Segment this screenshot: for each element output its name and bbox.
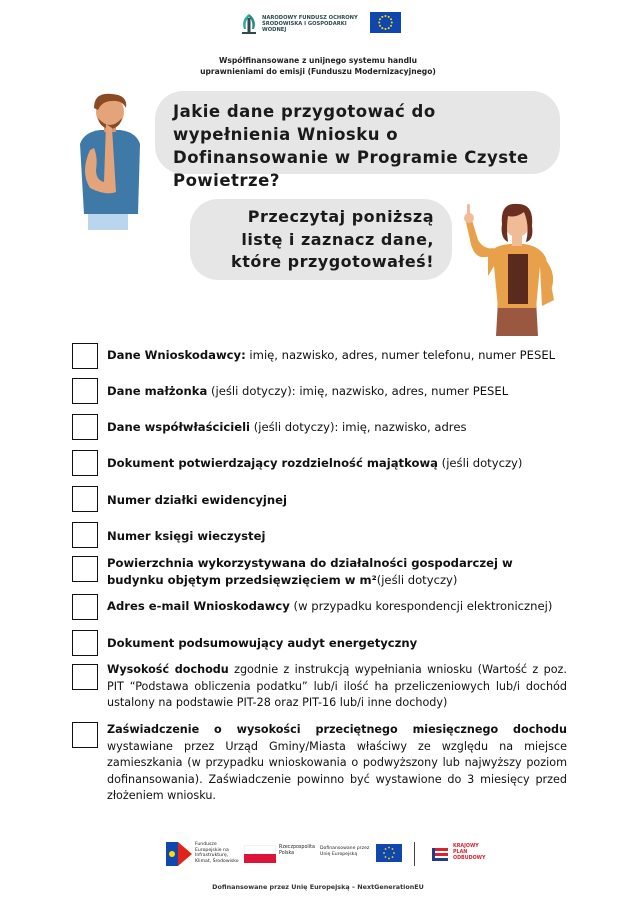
checklist-item-text bbox=[107, 722, 567, 805]
item-detail: imię, nazwisko, adres, numer telefonu, numer PESEL bbox=[245, 348, 556, 362]
item-detail: zgodnie z instrukcją wypełniania wniosku (Wartość z poz. PIT “Podstawa obliczenia podatku” lub/i ilość ha przeliczeniowych lub/i dochód ustalony na podstawie PIT-28 oraz PIT-16 lub/i inne dochody) bbox=[107, 663, 567, 709]
checkbox[interactable] bbox=[72, 450, 98, 476]
checkbox[interactable] bbox=[72, 664, 98, 690]
item-detail: (jeśli dotyczy) bbox=[438, 456, 523, 470]
item-label: Dokument podsumowujący audyt energetyczny bbox=[107, 636, 418, 650]
item-detail: (jeśli dotyczy): imię, nazwisko, adres, numer PESEL bbox=[207, 384, 509, 398]
item-label: Powierzchnia wykorzystywana do działalności gospodarczej w budynku objętym przedsięwzięciem w m² bbox=[107, 556, 513, 587]
poland-flag-icon bbox=[244, 845, 276, 863]
item-detail: (jeśli dotyczy): imię, nazwisko, adres bbox=[250, 420, 467, 434]
item-detail: (jeśli dotyczy) bbox=[376, 572, 458, 587]
item-label: Dokument potwierdzający rozdzielność majątkową bbox=[107, 456, 438, 470]
checklist-item-text bbox=[107, 528, 567, 545]
checklist-item-text bbox=[107, 492, 567, 509]
checklist-item-text bbox=[107, 598, 567, 615]
cofinancing-note bbox=[0, 55, 636, 77]
footer-funding-note: Dofinansowane przez Unię Europejską – NextGenerationEU bbox=[212, 883, 424, 891]
item-label: Zaświadczenie o wysokości przeciętnego miesięcznego dochodu bbox=[107, 723, 567, 736]
nfos-logo-text: NARODOWY FUNDUSZ OCHRONY ŚRODOWISKA I GOSPODARKI WODNEJ bbox=[262, 15, 358, 33]
checklist-item-text bbox=[107, 383, 567, 400]
eu-flag-footer-icon bbox=[376, 844, 402, 862]
checkbox[interactable] bbox=[72, 414, 98, 440]
question-bubble bbox=[155, 91, 560, 190]
eu-flag-icon bbox=[370, 12, 401, 33]
cofinancing-line-2: uprawnieniami do emisji (Funduszu Modernizacyjnego) bbox=[200, 67, 436, 76]
checklist-item-text bbox=[107, 347, 567, 364]
footer-logo-strip bbox=[162, 838, 502, 872]
fe-logo-text: Fundusze Europejskie na Infrastrukturę, Klimat, Środowisko bbox=[195, 842, 239, 864]
checkbox[interactable] bbox=[72, 343, 98, 369]
item-label: Wysokość dochodu bbox=[107, 663, 229, 676]
checklist-item-text bbox=[107, 419, 567, 436]
item-label: Dane Wnioskodawcy: bbox=[107, 348, 246, 362]
answer-bubble bbox=[190, 199, 452, 280]
item-label: Numer księgi wieczystej bbox=[107, 529, 266, 543]
checkbox[interactable] bbox=[72, 630, 98, 656]
thinking-man-illustration bbox=[72, 92, 148, 230]
nfos-logo-icon bbox=[238, 12, 260, 36]
answer-text: Przeczytaj poniższą listę i zaznacz dane, które przygotowałeś! bbox=[231, 207, 434, 271]
footer-divider bbox=[414, 842, 415, 866]
checklist-item-text bbox=[107, 662, 567, 712]
checkbox[interactable] bbox=[72, 486, 98, 512]
checkbox[interactable] bbox=[72, 722, 98, 748]
item-detail: (w przypadku korespondencji elektronicznej) bbox=[289, 599, 553, 613]
item-label: Adres e-mail Wnioskodawcy bbox=[107, 599, 290, 613]
eu-logo-text: Dofinansowane przez Unię Europejską bbox=[320, 846, 370, 857]
item-label: Dane współwłaścicieli bbox=[107, 420, 251, 434]
rp-logo-text: Rzeczpospolita Polska bbox=[279, 845, 315, 856]
checklist-item-text bbox=[107, 635, 567, 652]
cofinancing-line-1: Współfinansowane z unijnego systemu handlu bbox=[218, 56, 418, 65]
item-detail: wystawiane przez Urząd Gminy/Miasta właściwy ze względu na miejsce zamieszkania (w przypadku wnioskowania o podwyższony lub najwyższy poziom dofinansowania). Zaświadczenie powinno być wystawione do 3 miesięcy przed złożeniem wniosku. bbox=[107, 739, 567, 802]
checkbox[interactable] bbox=[72, 378, 98, 404]
kpo-logo-icon bbox=[430, 844, 450, 864]
item-label: Numer działki ewidencyjnej bbox=[107, 493, 287, 507]
checklist-item-text bbox=[107, 455, 567, 472]
pointing-woman-illustration bbox=[462, 196, 568, 336]
checklist-item-text bbox=[107, 555, 567, 588]
item-label: Dane małżonka bbox=[107, 384, 208, 398]
checkbox[interactable] bbox=[72, 556, 98, 582]
checkbox[interactable] bbox=[72, 594, 98, 620]
question-text: Jakie dane przygotować do wypełnienia Wniosku o Dofinansowanie w Programie Czyste Powietrze? bbox=[173, 102, 529, 190]
checkbox[interactable] bbox=[72, 522, 98, 548]
fe-logo-icon bbox=[166, 842, 192, 866]
kpo-logo-text: KRAJOWY PLAN ODBUDOWY bbox=[453, 844, 486, 861]
